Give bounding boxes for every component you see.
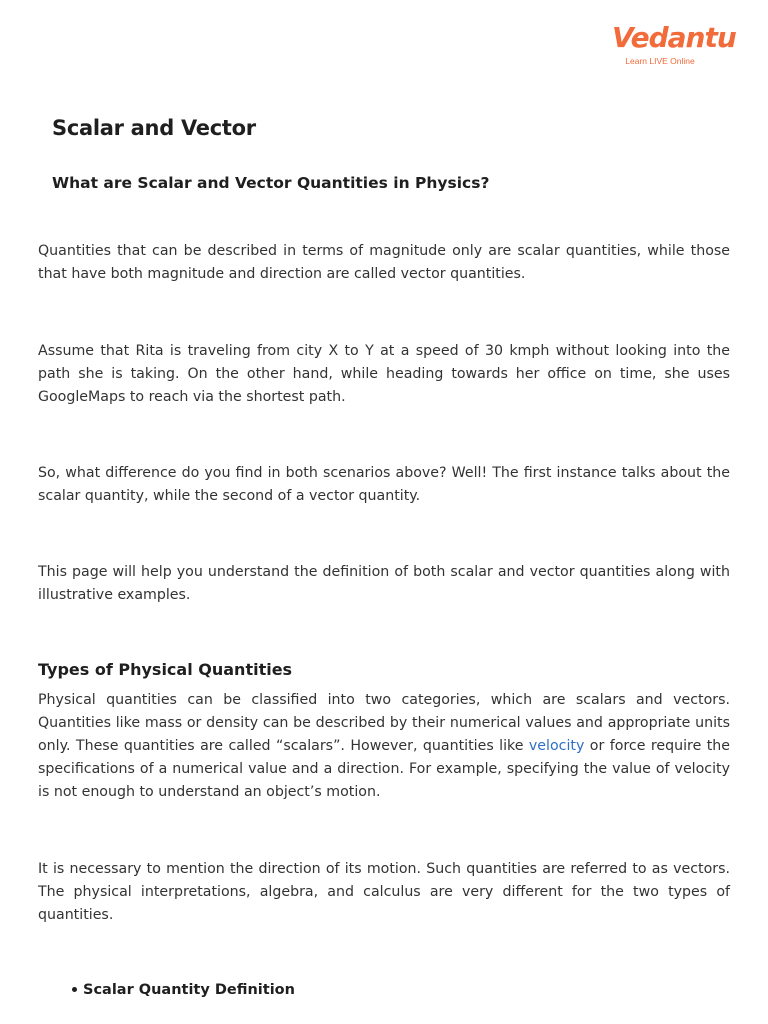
section-heading-types: Types of Physical Quantities — [38, 660, 293, 679]
intro-paragraph: Quantities that can be described in terms of magnitude only are scalar quantities, while those that have both magnitude and direction are called vector quantities. — [38, 243, 730, 282]
page-subtitle: What are Scalar and Vector Quantities in Physics? — [52, 174, 490, 192]
bullet-scalar-definition — [72, 982, 295, 998]
page-title: Scalar and Vector — [52, 116, 256, 140]
types-text-end: or force require the specifications of a numerical value and a direction. For example, specifying the value of velocity is not enough to understand an object’s motion. — [38, 738, 731, 800]
types-text-start: Physical quantities can be classified into two categories, which are scalars and vectors. Quantities like mass or density can be described by their numerical values and appropriate units only. These quantities are called “scalars”. However, quantities like — [38, 692, 730, 754]
logo-tagline: Learn LIVE Online — [625, 56, 695, 66]
logo-wordmark: Vedantu — [612, 21, 736, 54]
comparison-paragraph: So, what difference do you find in both scenarios above? Well! The first instance talks about the scalar quantity, while the second of a vector quantity. — [38, 465, 730, 504]
vectors-paragraph: It is necessary to mention the direction of its motion. Such quantities are referred to as vectors. The physical interpretations, algebra, and calculus are very different for the two types of quantities. — [38, 861, 730, 923]
example-paragraph: Assume that Rita is traveling from city X to Y at a speed of 30 kmph without looking into the path she is taking. On the other hand, while heading towards her office on time, she uses GoogleMaps to reach via the shortest path. — [38, 343, 730, 405]
bullet-icon — [72, 987, 77, 992]
purpose-paragraph: This page will help you understand the definition of both scalar and vector quantities along with illustrative examples. — [38, 564, 730, 603]
types-paragraph — [38, 689, 730, 804]
vedantu-logo[interactable] — [612, 21, 736, 66]
bullet-label: Scalar Quantity Definition — [83, 982, 295, 998]
velocity-link[interactable]: velocity — [528, 738, 585, 754]
